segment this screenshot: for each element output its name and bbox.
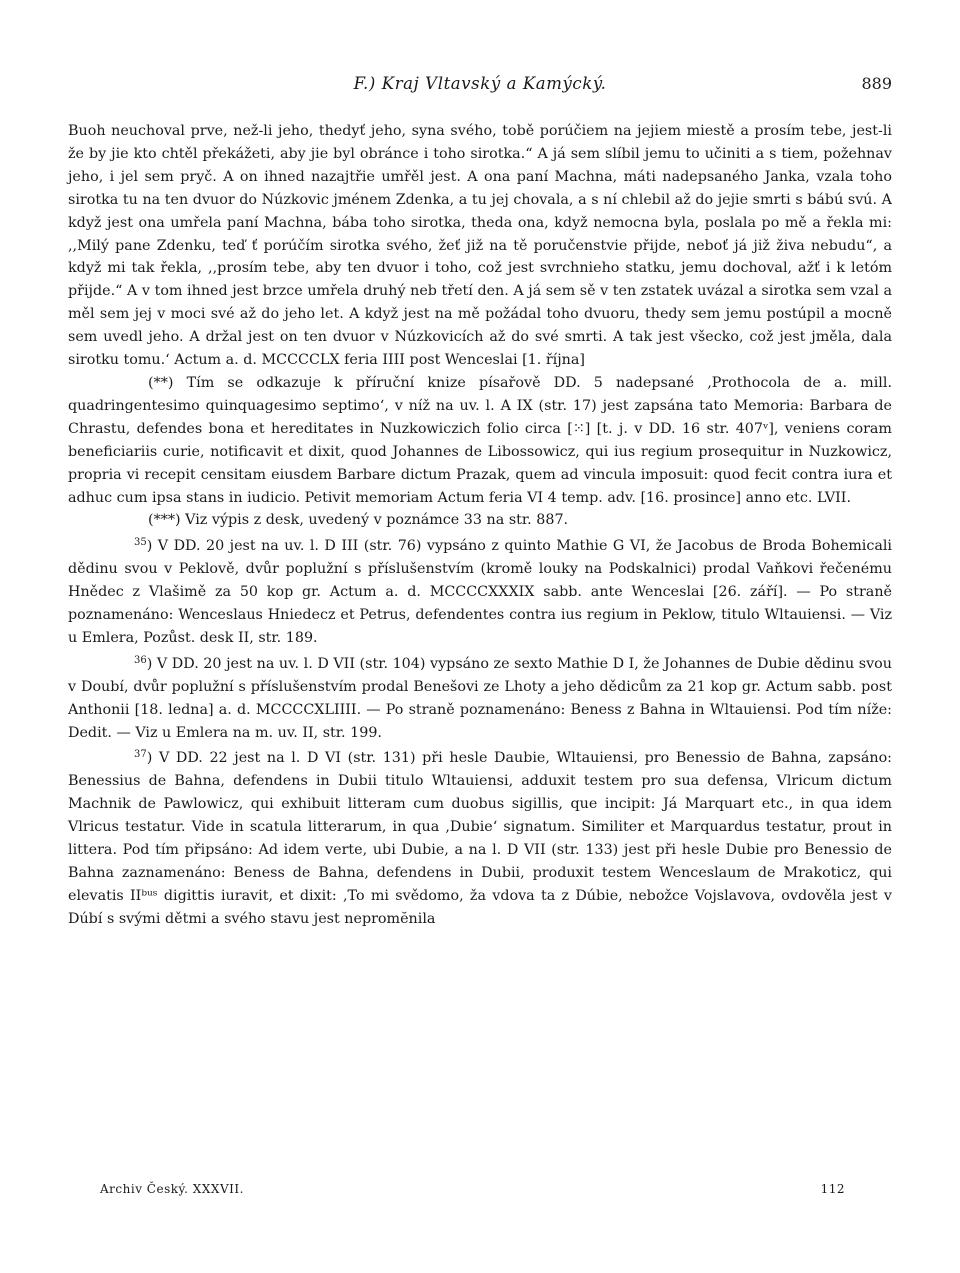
footnote-number: 37 [134, 749, 147, 761]
footnote-36: $^{36}$) V DD. 20 jest na uv. l. D VII (str. 104) vypsáno ze sexto Mathie D I, že Johannes de Dubie dědinu svou v Doubí, dvůr poplužní s příslušenstvím prodal Benešovi ze Lhoty a jeho dědicům za 21 kop gr. Actum sabb. post Anthonii [18. ledna] a. d. MCCCCXLIIII. — Po straně poznamenáno: Beness z Bahna in Wltauiensi. Pod tím níže: Dedit. — Viz u Emlera na m. uv. II, str. 199. [68, 654, 892, 741]
printer-signature: Archiv Český. XXXVII. [100, 1182, 244, 1196]
footnote-number: 36 [134, 654, 147, 666]
note-triple-asterisk: (***) Viz výpis z desk, uvedený v poznámce 33 na str. 887. [148, 512, 569, 529]
footnote-text: V DD. 20 jest na uv. l. D VII (str. 104) vypsáno ze sexto Mathie D I, že Johannes de Dubie dědinu svou v Doubí, dvůr poplužní s příslušenstvím prodal Benešovi ze Lhoty a jeho dědicům za 21 kop gr. Actum sabb. post Anthonii [18. ledna] a. d. MCCCCXLIIII. — Po straně poznamenáno: Beness z Bahna in Wltauiensi. Pod tím níže: Dedit. — Viz u Emlera na m. uv. II, str. 199. [68, 655, 892, 741]
footnote-35: $^{35}$) V DD. 20 jest na uv. l. D III (str. 76) vypsáno z quinto Mathie G VI, že Jacobus de Broda Bohemicali dědinu svou v Peklově, dvůr poplužní s příslušenstvím (kromě louky na Podskalnici) prodal Vaňkovi řečenému Hnědec z Vlašimě za 50 kop gr. Actum a. d. MCCCCXXXIX sabb. ante Wenceslai [26. září]. — Po straně poznamenáno: Wenceslaus Hniedecz et Petrus, defendentes contra ius regium in Peklow, titulo Wltauiensi. — Viz u Emlera, Pozůst. desk II, str. 189. [68, 537, 892, 646]
page-body [68, 120, 892, 931]
sheet-number: 112 [820, 1182, 845, 1196]
page-number: 889 [861, 74, 892, 93]
footnote-text: V DD. 22 jest na l. D VI (str. 131) při hesle Daubie, Wltauiensi, pro Benessio de Bahna, zapsáno: Benessius de Bahna, defendens in Dubii titulo Wltauiensi, adduxit testem pro sua defensa, Vlricum dictum Machnik de Pawlowicz, qui exhibuit litteram cum duobus sigillis, que incipit: Já Marquart etc., in qua idem Vlricus testatur. Vide in scatula litterarum, in qua ,Dubie‘ signatum. Similiter et Marquardus testatur, prout in littera. Pod tím připsáno: Ad idem verte, ubi Dubie, a na l. D VII (str. 133) jest při hesle Dubie pro Benessio de Bahna zaznamenáno: Beness de Bahna, defendens in Dubii, produxit testem Wenceslaum de Mrakoticz, qui elevatis IIᵇᵘˢ digittis iuravit, et dixit: ,To mi svědomo, ža vdova ta z Dúbie, nebožce Vojslavova, ovdověla jest v Dúbí s svými dětmi a svého stavu jest nepromĕnila [68, 750, 892, 927]
running-title: F.) Kraj Vltavský a Kamýcký. [353, 74, 607, 93]
footnote-37: $^{37}$) V DD. 22 jest na l. D VI (str. 131) při hesle Daubie, Wltauiensi, pro Benessio de Bahna, zapsáno: Benessius de Bahna, defendens in Dubii titulo Wltauiensi, adduxit testem pro sua defensa, Vlricum dictum Machnik de Pawlowicz, qui exhibuit litteram cum duobus sigillis, que incipit: Já Marquart etc., in qua idem Vlricus testatur. Vide in scatula litterarum, in qua ,Dubie‘ signatum. Similiter et Marquardus testatur, prout in littera. Pod tím připsáno: Ad idem verte, ubi Dubie, a na l. D VII (str. 133) jest při hesle Dubie pro Benessio de Bahna zaznamenáno: Beness de Bahna, defendens in Dubii, produxit testem Wenceslaum de Mrakoticz, qui elevatis IIᵇᵘˢ digittis iuravit, et dixit: ,To mi svědomo, ža vdova ta z Dúbie, nebožce Vojslavova, ovdověla jest v Dúbí s svými dětmi a svého stavu jest nepromĕnila [68, 749, 892, 927]
note-double-asterisk: (**) Tím se odkazuje k příruční knize písařově DD. 5 nadepsané ,Prothocola de a. mill. quadringentesimo quinquagesimo septimo‘, v níž na uv. l. A IX (str. 17) jest zapsána tato Memoria: Barbara de Chrastu, defendes bona et hereditates in Nuzkowiczich folio circa [⁙] [t. j. v DD. 16 str. 407ᵛ], veniens coram beneficiariis curie, notificavit et dixit, quod Johannes de Libossowicz, qui ius regium prosequitur in Nuzkowicz, propria vi recepit censitam eiusdem Barbare dictum Prazak, quem ad vincula imposuit: quod fecit contra iura et adhuc cum ipsa stans in iudicio. Petivit memoriam Actum feria VI 4 temp. adv. [16. prosince] anno etc. LVII. [68, 374, 892, 506]
footnote-number: 35 [134, 537, 147, 549]
paragraph-main-text: Buoh neuchoval prve, než-li jeho, thedyť jeho, syna svého, tobě porúčiem na jejiem miestě a prosím tebe, jest-li že by jie kto chtěl překážeti, aby jie byl obránce i toho sirotka.“ A já sem slíbil jemu to učiniti a s tiem, požehnav jeho, i jel sem pryč. A on ihned nazajtřie umřěl jest. A ona paní Machna, máti nadepsaného Janka, vzala toho sirotka tu na ten dvuor do Núzkovic jménem Zdenka, a tu jej chovala, a s ní chlebil až do jejie smrti s bábú svú. A když jest ona umřela paní Machna, bába toho sirotka, theda ona, když nemocna byla, poslala po mě a řekla mi: ,,Milý pane Zdenku, teď ť porúčím sirotka svého, žeť již na tě poručenstvie přijde, neboť já již živa nebudu“, a když mi tak řekla, ,,prosím tebe, aby ten dvuor i toho, což jest svrchnieho statku, jemu dochoval, ažť i k letóm přijde.“ A v tom ihned jest brzce umřela druhý neb třetí den. A já sem sě v ten zstatek uvázal a sirotka sem vzal a měl sem jej v moci své až do jeho let. A když jest na mě požádal toho dvuoru, thedy sem jemu postúpil a mocně sem uvedl jeho. A držal jest on ten dvuor v Núzkovicích až do své smrti. A tak jest všecko, což jest jměla, dala sirotku tomu.‘ Actum a. d. MCCCCLX feria IIII post Wenceslai [1. října] [68, 123, 892, 369]
page-footer [100, 1182, 860, 1202]
footnote-text: V DD. 20 jest na uv. l. D III (str. 76) vypsáno z quinto Mathie G VI, že Jacobus de Broda Bohemicali dědinu svou v Peklově, dvůr poplužní s příslušenstvím (kromě louky na Podskalnici) prodal Vaňkovi řečenému Hnědec z Vlašimě za 50 kop gr. Actum a. d. MCCCCXXXIX sabb. ante Wenceslai [26. září]. — Po straně poznamenáno: Wenceslaus Hniedecz et Petrus, defendentes contra ius regium in Peklow, titulo Wltauiensi. — Viz u Emlera, Pozůst. desk II, str. 189. [68, 538, 892, 646]
page-header [68, 74, 892, 98]
